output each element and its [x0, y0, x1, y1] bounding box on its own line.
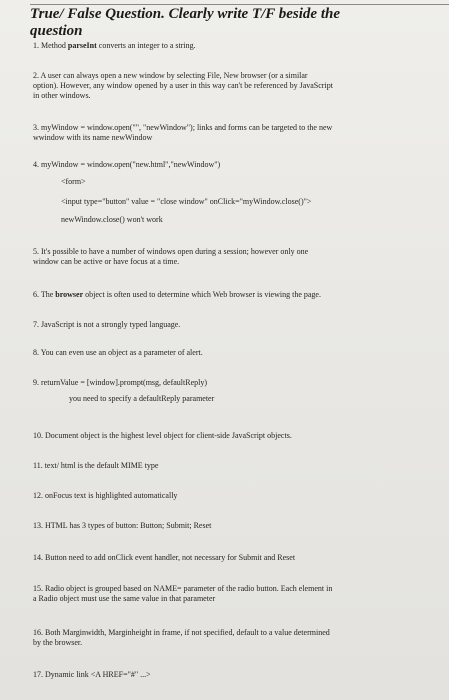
question-2-line-2: option). However, any window opened by a user in this way can't be referenced by JavaScript: [33, 81, 333, 90]
question-17-text: 17. Dynamic link <A HREF="#" ...>: [33, 670, 151, 679]
question-16-line-1: 16. Both Marginwidth, Marginheight in frame, if not specified, default to a value determined: [33, 628, 330, 637]
question-3-line-1: 3. myWindow = window.open("", "newWindow"); links and forms can be targeted to the new: [33, 123, 333, 132]
question-5: [33, 247, 405, 267]
question-17: [33, 670, 405, 680]
question-4-line-1: 4. myWindow = window.open("new.html","newWindow"): [33, 160, 221, 169]
question-5-line-1: 5. It's possible to have a number of windows open during a session; however only one: [33, 247, 309, 256]
question-8: [33, 348, 405, 358]
question-9-line-2: you need to specify a defaultReply parameter: [69, 394, 215, 403]
question-16-line-2: by the browser.: [33, 638, 83, 647]
page-title: [30, 6, 440, 40]
question-10-text: 10. Document object is the highest level object for client-side JavaScript objects.: [33, 431, 292, 440]
question-6-text: 6. The browser object is often used to determine which Web browser is viewing the page.: [33, 290, 321, 299]
question-10: [33, 431, 405, 441]
question-2-line-1: 2. A user can always open a new window by selecting File, New browser (or a similar: [33, 71, 308, 80]
title-line-2: question: [30, 23, 83, 39]
question-7-text: 7. JavaScript is not a strongly typed language.: [33, 320, 181, 329]
question-3: [33, 123, 405, 143]
question-12: [33, 491, 405, 501]
question-3-line-2: wwindow with its name newWindow: [33, 133, 153, 142]
question-8-text: 8. You can even use an object as a parameter of alert.: [33, 348, 203, 357]
top-rule: [30, 4, 449, 5]
question-9-line-1: 9. returnValue = [window].prompt(msg, defaultReply): [33, 378, 208, 387]
question-1: [33, 41, 405, 51]
question-2-line-3: in other windows.: [33, 91, 91, 100]
question-4-form: <form>: [61, 177, 86, 186]
question-1-text: 1. Method parseInt converts an integer to a string.: [33, 41, 196, 50]
question-15: [33, 584, 405, 604]
question-11: [33, 461, 405, 471]
question-5-line-2: window can be active or have focus at a time.: [33, 257, 180, 266]
header: [30, 6, 440, 40]
question-4-note: newWindow.close() won't work: [61, 215, 163, 224]
question-13-text: 13. HTML has 3 types of button: Button; Submit; Reset: [33, 521, 212, 530]
question-12-text: 12. onFocus text is highlighted automatically: [33, 491, 178, 500]
question-4-input: <input type="button" value = "close window" onClick="myWindow.close()">: [61, 197, 312, 206]
question-9: [33, 378, 405, 404]
question-7: [33, 320, 405, 330]
title-line-1: True/ False Question. Clearly write T/F beside the: [30, 6, 341, 22]
question-16: [33, 628, 405, 648]
question-4: [33, 160, 405, 225]
question-14-text: 14. Button need to add onClick event handler, not necessary for Submit and Reset: [33, 553, 296, 562]
question-14: [33, 553, 405, 563]
question-2: [33, 71, 405, 101]
question-15-line-2: a Radio object must use the same value in that parameter: [33, 594, 216, 603]
question-11-text: 11. text/ html is the default MIME type: [33, 461, 159, 470]
question-15-line-1: 15. Radio object is grouped based on NAME= parameter of the radio button. Each element in: [33, 584, 333, 593]
question-13: [33, 521, 405, 531]
question-6: [33, 290, 405, 300]
